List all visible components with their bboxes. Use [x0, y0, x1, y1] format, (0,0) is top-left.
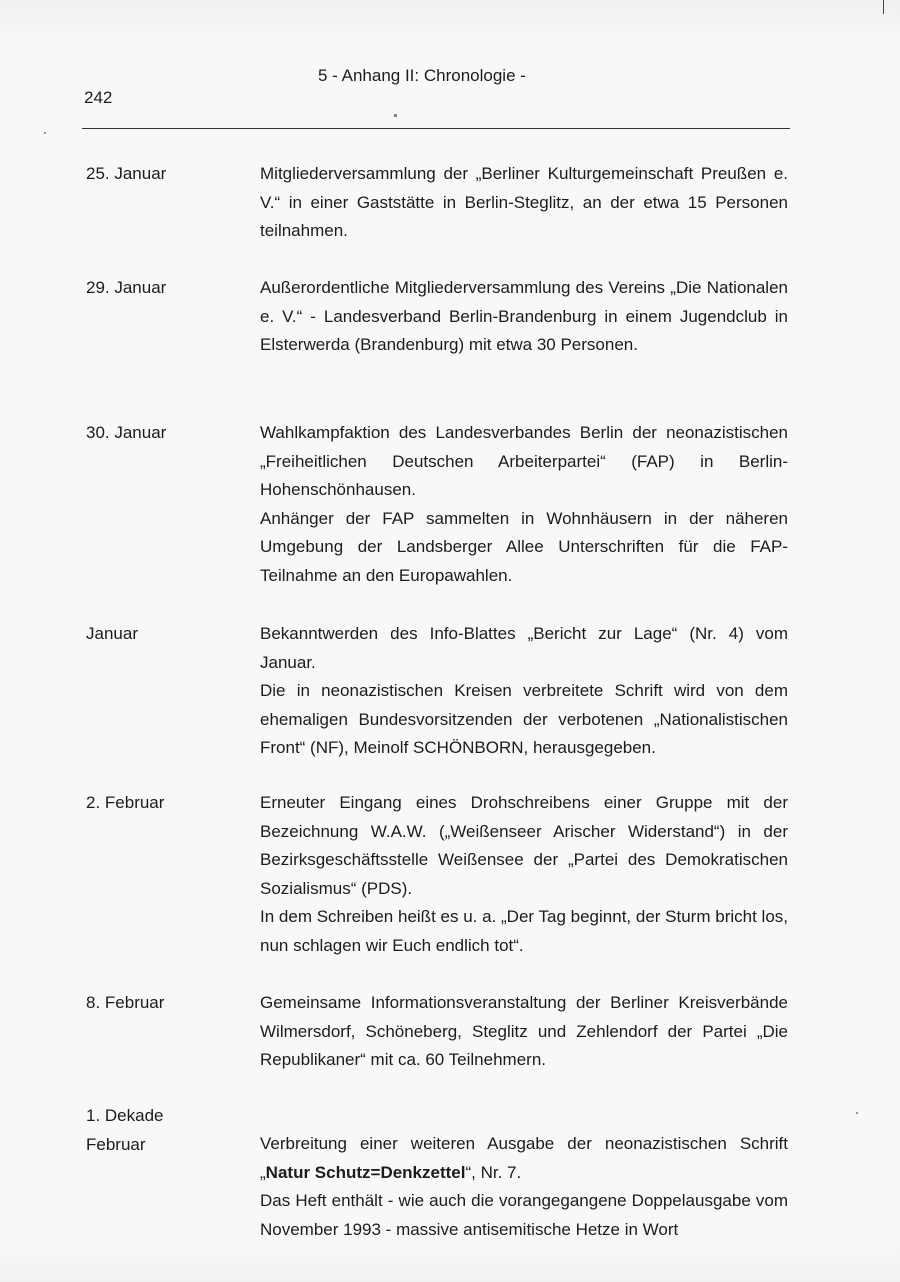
entry-paragraph	[260, 1130, 788, 1187]
entry-paragraph: Gemeinsame Informationsveranstaltung der Berliner Kreisverbände Wilmersdorf, Schöneberg, Steglitz und Zehlendorf der Partei „Die Republikaner“ mit ca. 60 Teilnehmern.	[260, 993, 788, 1069]
entry-date: Januar	[86, 624, 138, 643]
entry-text	[260, 1130, 788, 1244]
entry-paragraph: Anhänger der FAP sammelten in Wohnhäusern in der näheren Umgebung der Landsberger Allee Unterschriften für die FAP-Teilnahme an den Europawahlen.	[260, 508, 788, 585]
entry-paragraph: Außerordentliche Mitgliederversammlung des Vereins „Die Nationalen e. V.“ - Landesverband Berlin-Brandenburg in einem Jugendclub in Elsterwerda (Brandenburg) mit etwa 30 Personen.	[260, 278, 788, 354]
entry-text	[260, 989, 788, 1075]
scan-speck	[44, 132, 46, 134]
running-header-title: 5 - Anhang II: Chronologie -	[318, 66, 526, 85]
entry-paragraph: Mitgliederversammlung der „Berliner Kulturgemeinschaft Preußen e. V.“ in einer Gaststätte in Berlin-Steglitz, an der etwa 15 Personen teilnahmen.	[260, 164, 788, 240]
entry-date	[86, 1102, 236, 1159]
entry-text	[260, 419, 788, 590]
entry-date: 30. Januar	[86, 423, 167, 442]
entry-text	[260, 789, 788, 960]
entry-date-line: 1. Dekade	[86, 1106, 164, 1125]
scan-speck	[394, 114, 397, 117]
entry-text	[260, 160, 788, 246]
entry-paragraph: Bekanntwerden des Info-Blattes „Bericht zur Lage“ (Nr. 4) vom Januar.	[260, 624, 788, 672]
entry-paragraph: Die in neonazistischen Kreisen verbreitete Schrift wird von dem ehemaligen Bundesvorsitzenden der verbotenen „Nationalistischen Front“ (NF), Meinolf SCHÖNBORN, herausgegeben.	[260, 681, 788, 757]
entry-paragraph: Wahlkampfaktion des Landesverbandes Berlin der neonazistischen „Freiheitlichen Deutschen Arbeiterpartei“ (FAP) in Berlin-Hohenschönhausen.	[260, 423, 788, 499]
header-divider	[82, 128, 790, 129]
entry-date: 25. Januar	[86, 164, 167, 183]
entry-text	[260, 274, 788, 360]
entry-paragraph: Erneuter Eingang eines Drohschreibens einer Gruppe mit der Bezeichnung W.A.W. („Weißenseer Arischer Widerstand“) in der Bezirksgeschäftsstelle Weißensee der „Partei des Demokratischen Sozialismus“ (PDS).	[260, 793, 788, 898]
scan-speck	[856, 1112, 858, 1114]
entry-date: 8. Februar	[86, 993, 165, 1012]
publication-title: Natur Schutz=Denkzettel	[265, 1162, 466, 1182]
entry-paragraph: In dem Schreiben heißt es u. a. „Der Tag beginnt, der Sturm bricht los, nun schlagen wir Euch endlich tot“.	[260, 907, 788, 955]
entry-date-line: Februar	[86, 1134, 146, 1154]
entry-text	[260, 620, 788, 763]
entry-paragraph: Das Heft enthält - wie auch die vorangegangene Doppelausgabe vom November 1993 - massive antisemitische Hetze in Wort	[260, 1191, 788, 1239]
entry-text-fragment: “, Nr. 7.	[465, 1162, 522, 1182]
scan-mark	[883, 0, 884, 14]
page-number: 242	[84, 88, 113, 107]
entry-text-fragment: Verbreitung einer weiteren Ausgabe der neonazistischen Schrift „	[260, 1134, 788, 1182]
entry-date: 29. Januar	[86, 278, 167, 297]
entry-date: 2. Februar	[86, 793, 165, 812]
